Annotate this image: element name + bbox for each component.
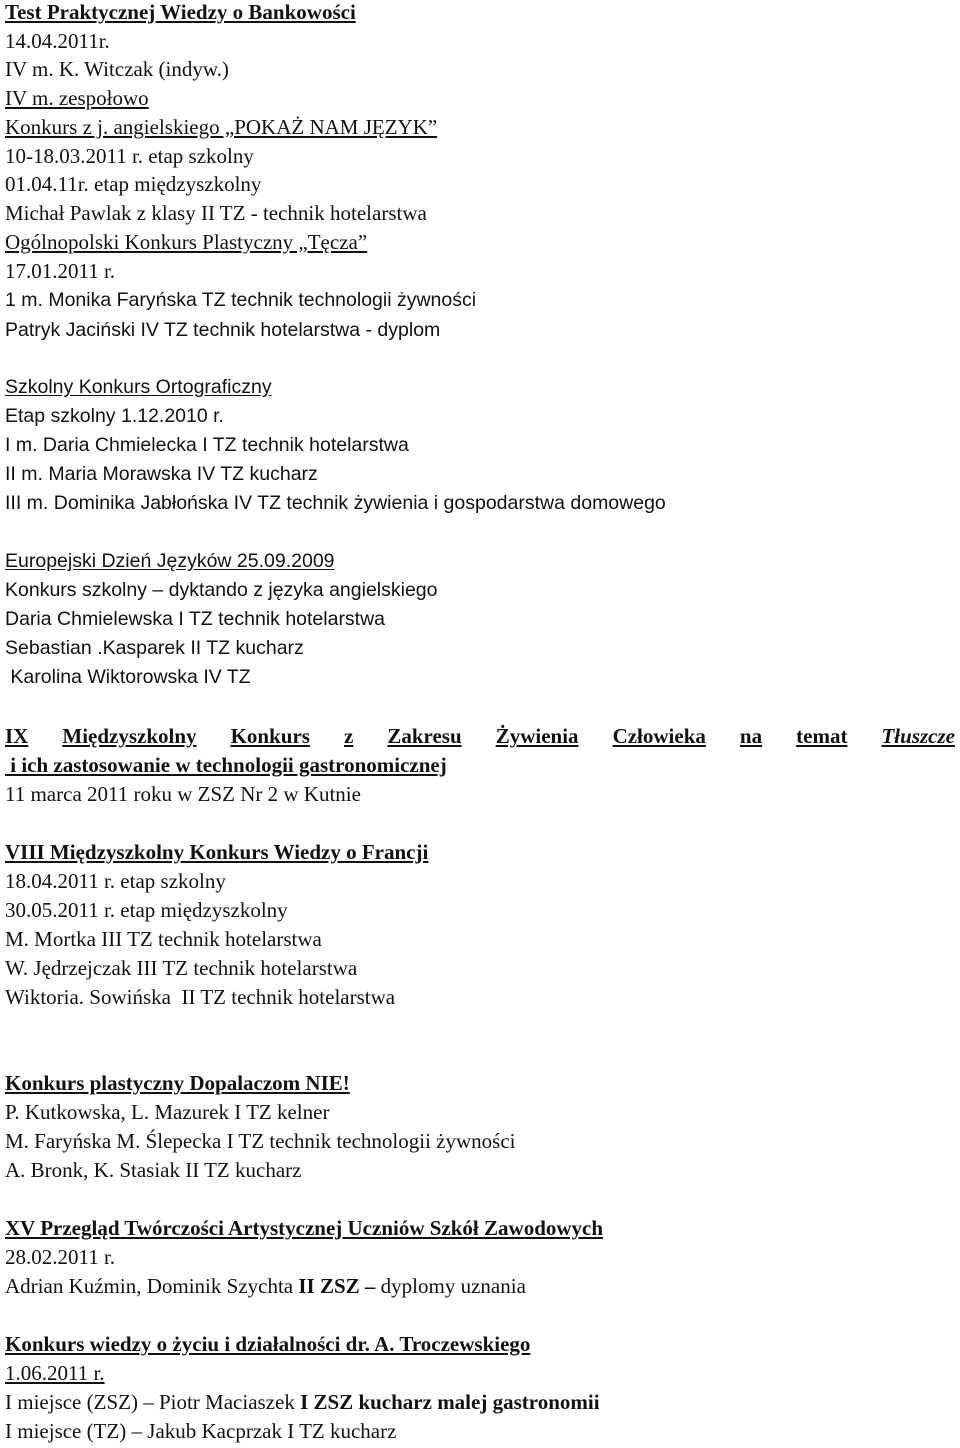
result-line: M. Faryńska M. Ślepecka I TZ technik technologii żywności bbox=[5, 1129, 516, 1153]
result-line: II m. Maria Morawska IV TZ kucharz bbox=[5, 463, 318, 485]
heading-word: Konkurs bbox=[230, 724, 310, 748]
heading-poster-contest: Konkurs plastyczny Dopalaczom NIE! bbox=[5, 1071, 350, 1095]
date-line: 18.04.2011 r. etap szkolny bbox=[5, 869, 226, 893]
result-line: Sebastian .Kasparek II TZ kucharz bbox=[5, 637, 304, 659]
heading-word: temat bbox=[796, 724, 848, 748]
result-line: IV m. K. Witczak (indyw.) bbox=[5, 57, 229, 81]
result-line: 1 m. Monika Faryńska TZ technik technologii żywności bbox=[5, 289, 477, 311]
heading-word: Żywienia bbox=[495, 724, 579, 748]
result-line: Daria Chmielewska I TZ technik hotelarstwa bbox=[5, 608, 386, 630]
result-school: II ZSZ bbox=[298, 1274, 360, 1298]
heading-nutrition-contest-cont: i ich zastosowanie w technologii gastronomicznej bbox=[5, 753, 447, 777]
date-line: Etap szkolny 1.12.2010 r. bbox=[5, 405, 224, 427]
heading-spelling-contest: Szkolny Konkurs Ortograficzny bbox=[5, 376, 272, 398]
heading-bank-test: Test Praktycznej Wiedzy o Bankowości bbox=[5, 0, 356, 24]
result-place: I miejsce (ZSZ) – Piotr Maciaszek bbox=[5, 1390, 301, 1414]
result-line bbox=[5, 1274, 526, 1298]
result-line: M. Mortka III TZ technik hotelarstwa bbox=[5, 927, 322, 951]
result-line: I m. Daria Chmielecka I TZ technik hotelarstwa bbox=[5, 434, 409, 456]
result-line: Karolina Wiktorowska IV TZ bbox=[5, 666, 251, 688]
date-line: 11 marca 2011 roku w ZSZ Nr 2 w Kutnie bbox=[5, 782, 361, 806]
result-line: Wiktoria. Sowińska II TZ technik hotelarstwa bbox=[5, 985, 396, 1009]
result-line: A. Bronk, K. Stasiak II TZ kucharz bbox=[5, 1158, 302, 1182]
heading-nutrition-contest bbox=[5, 724, 955, 748]
result-line: IV m. zespołowo bbox=[5, 86, 149, 110]
result-line: W. Jędrzejczak III TZ technik hotelarstwa bbox=[5, 956, 358, 980]
date-line: 17.01.2011 r. bbox=[5, 259, 116, 283]
result-line bbox=[5, 1390, 600, 1414]
result-names: Adrian Kuźmin, Dominik Szychta bbox=[5, 1274, 299, 1298]
result-line: I miejsce (TZ) – Jakub Kacprzak I TZ kucharz bbox=[5, 1419, 397, 1443]
heading-word: Międzyszkolny bbox=[62, 724, 197, 748]
heading-art-contest: Ogólnopolski Konkurs Plastyczny „Tęcza” bbox=[5, 230, 368, 254]
date-line: 28.02.2011 r. bbox=[5, 1245, 116, 1269]
heading-art-review: XV Przegląd Twórczości Artystycznej Uczniów Szkół Zawodowych bbox=[5, 1216, 604, 1240]
heading-topic: Tłuszcze bbox=[881, 724, 955, 748]
result-class: I ZSZ kucharz malej gastronomii bbox=[300, 1390, 600, 1414]
heading-france-contest: VIII Międzyszkolny Konkurs Wiedzy o Francji bbox=[5, 840, 429, 864]
heading-word: na bbox=[739, 724, 763, 748]
heading-word: IX bbox=[5, 724, 29, 748]
heading-word: z bbox=[343, 724, 354, 748]
date-line: 30.05.2011 r. etap międzyszkolny bbox=[5, 898, 288, 922]
heading-troczewski-contest: Konkurs wiedzy o życiu i działalności dr. A. Troczewskiego bbox=[5, 1332, 531, 1356]
heading-languages-day: Europejski Dzień Języków 25.09.2009 bbox=[5, 550, 335, 572]
result-award: dyplomy uznania bbox=[380, 1274, 526, 1298]
result-line: Patryk Jaciński IV TZ technik hotelarstwa - dyplom bbox=[5, 319, 441, 341]
date-line: 10-18.03.2011 r. etap szkolny bbox=[5, 144, 254, 168]
date-line: 01.04.11r. etap międzyszkolny bbox=[5, 172, 262, 196]
result-line: III m. Dominika Jabłońska IV TZ technik żywienia i gospodarstwa domowego bbox=[5, 492, 666, 514]
date-line: 1.06.2011 r. bbox=[5, 1361, 105, 1385]
result-dash: – bbox=[359, 1274, 381, 1298]
text-line: Konkurs szkolny – dyktando z języka angielskiego bbox=[5, 579, 438, 601]
heading-english-contest: Konkurs z j. angielskiego „POKAŻ NAM JĘZYK” bbox=[5, 115, 438, 139]
heading-word: Człowieka bbox=[612, 724, 706, 748]
date-line: 14.04.2011r. bbox=[5, 29, 110, 53]
result-line: P. Kutkowska, L. Mazurek I TZ kelner bbox=[5, 1100, 330, 1124]
result-line: Michał Pawlak z klasy II TZ - technik hotelarstwa bbox=[5, 201, 427, 225]
heading-word: Zakresu bbox=[387, 724, 462, 748]
